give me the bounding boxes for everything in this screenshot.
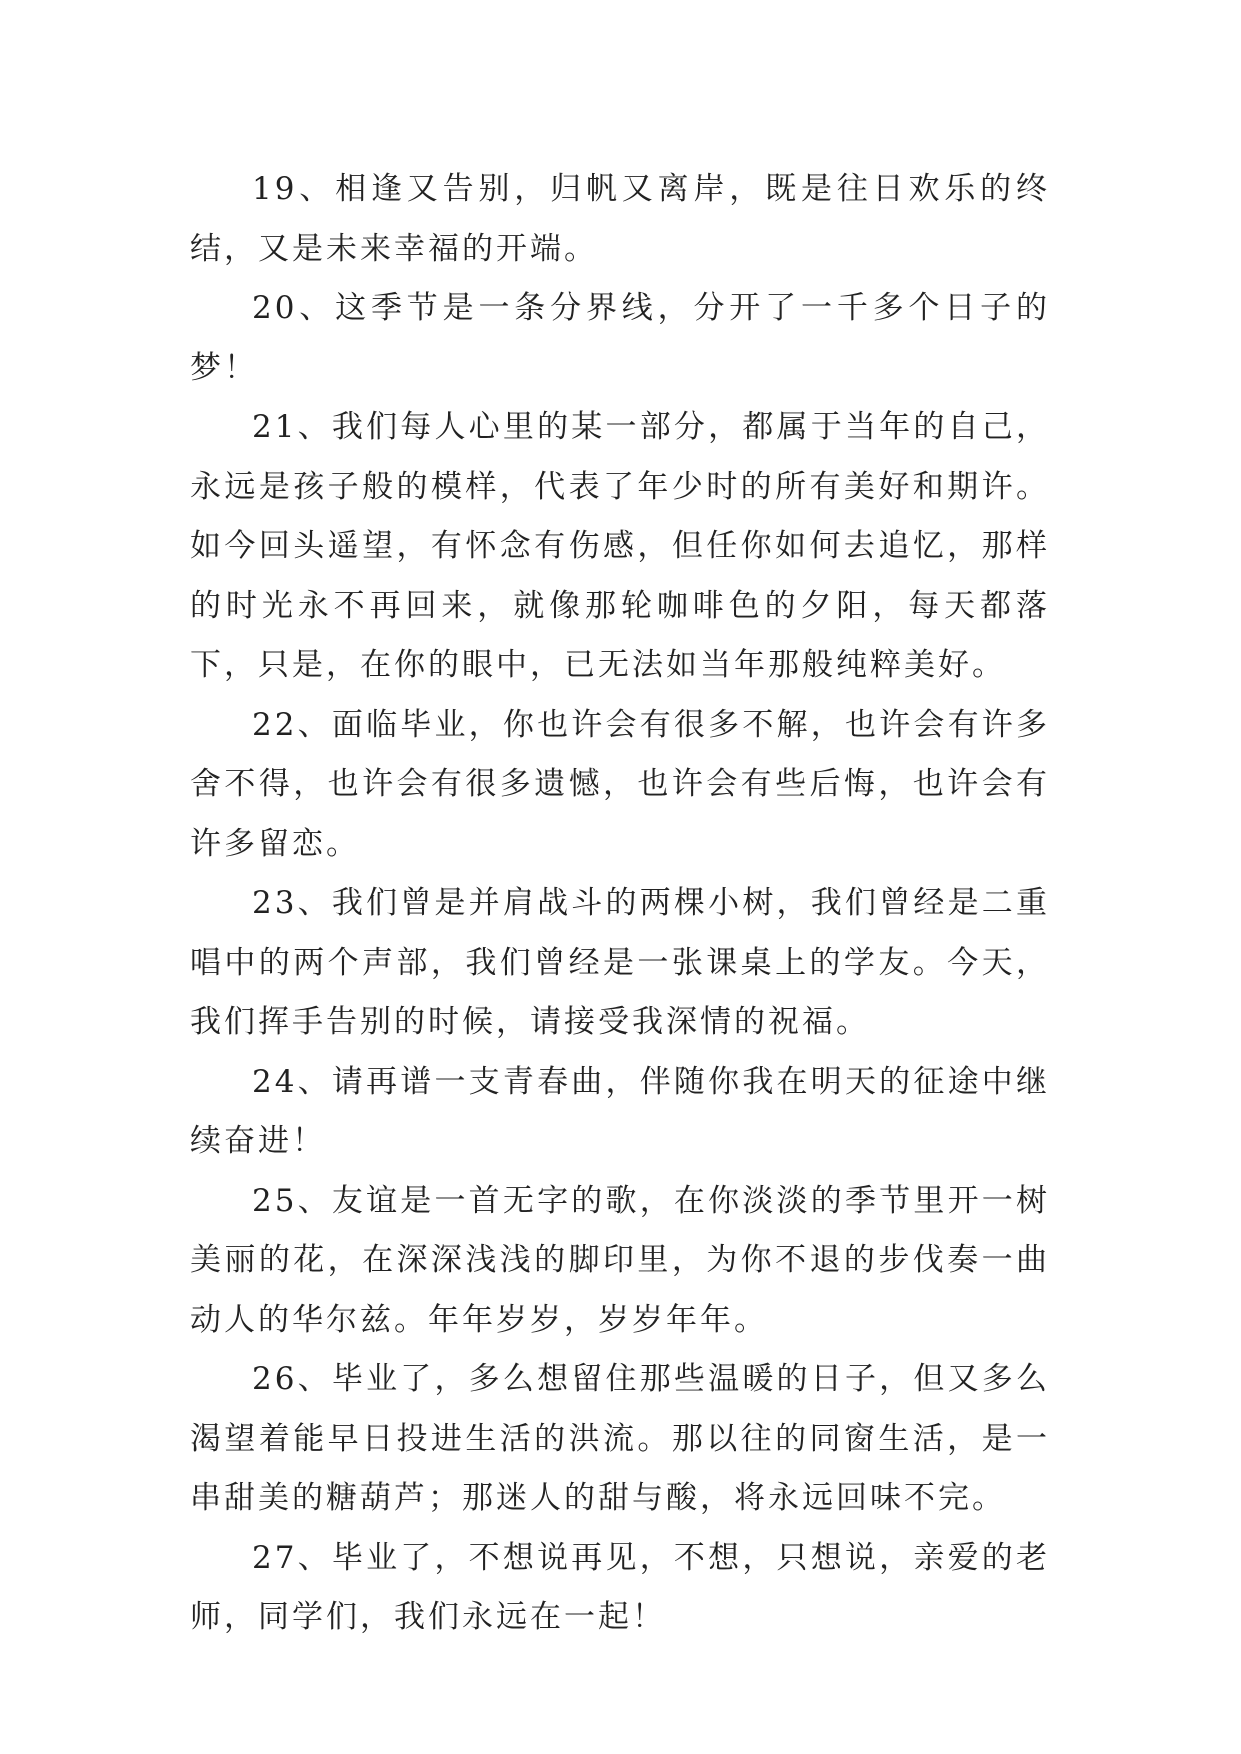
document-body <box>190 160 1050 1648</box>
paragraph-20: 20、这季节是一条分界线，分开了一千多个日子的梦！ <box>190 290 1050 386</box>
paragraph-26: 26、毕业了，多么想留住那些温暖的日子，但又多么渴望着能早日投进生活的洪流。那以往的同窗生活，是一串甜美的糖葫芦；那迷人的甜与酸，将永远回味不完。 <box>190 1361 1050 1516</box>
paragraph-24: 24、请再谱一支青春曲，伴随你我在明天的征途中继续奋进！ <box>190 1063 1050 1159</box>
paragraph-19: 19、相逢又告别，归帆又离岸，既是往日欢乐的终结，又是未来幸福的开端。 <box>190 171 1050 267</box>
paragraph-21: 21、我们每人心里的某一部分，都属于当年的自己，永远是孩子般的模样，代表了年少时的所有美好和期许。如今回头遥望，有怀念有伤感，但任你如何去追忆，那样的时光永不再回来，就像那轮咖啡色的夕阳，每天都落下，只是，在你的眼中，已无法如当年那般纯粹美好。 <box>190 409 1050 683</box>
paragraph-22: 22、面临毕业，你也许会有很多不解，也许会有许多舍不得，也许会有很多遗憾，也许会有些后悔，也许会有许多留恋。 <box>190 706 1050 862</box>
paragraph-27: 27、毕业了，不想说再见，不想，只想说，亲爱的老师，同学们，我们永远在一起！ <box>190 1539 1050 1635</box>
paragraph-23: 23、我们曾是并肩战斗的两棵小树，我们曾经是二重唱中的两个声部，我们曾经是一张课桌上的学友。今天，我们挥手告别的时候，请接受我深情的祝福。 <box>190 885 1050 1040</box>
paragraph-25: 25、友谊是一首无字的歌，在你淡淡的季节里开一树美丽的花，在深深浅浅的脚印里，为你不退的步伐奏一曲动人的华尔兹。年年岁岁，岁岁年年。 <box>190 1182 1050 1338</box>
